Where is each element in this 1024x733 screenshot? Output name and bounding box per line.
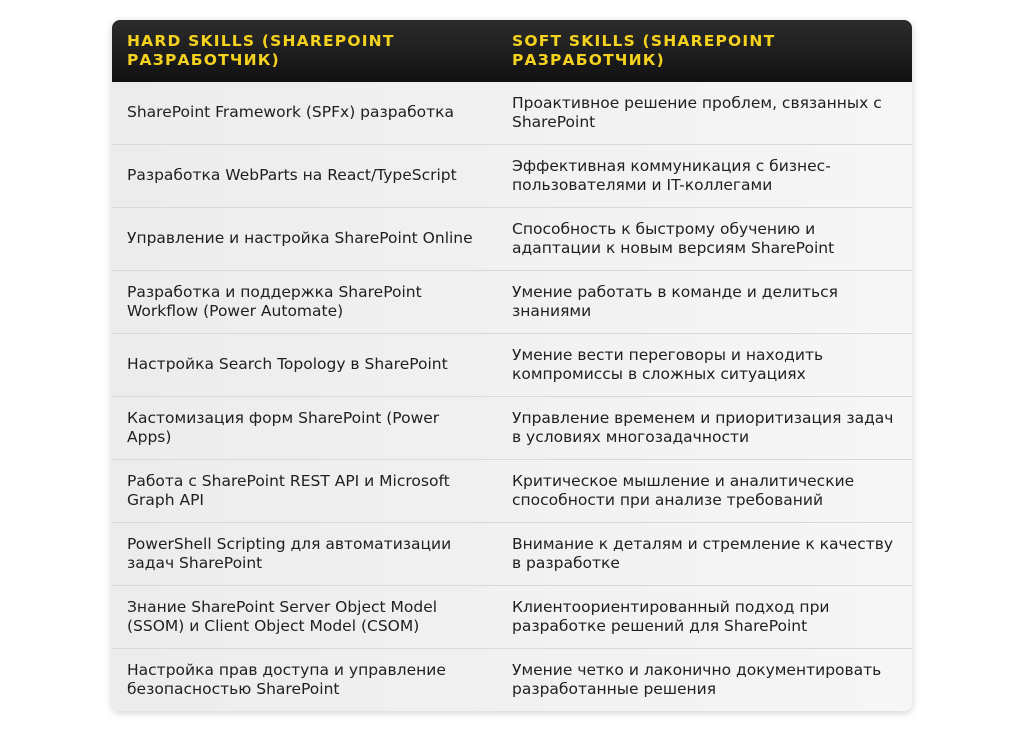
header-soft-skills: SOFT SKILLS (SHAREPOINT РАЗРАБОТЧИК) [497,20,912,82]
hard-skill-cell: Настройка прав доступа и управление безопасностью SharePoint [127,660,446,698]
soft-skill-cell: Внимание к деталям и стремление к качеству в разработке [497,523,912,586]
skills-table-container [112,20,912,711]
soft-skill-cell: Проактивное решение проблем, связанных с SharePoint [497,82,912,145]
table-header [112,20,912,82]
soft-skill-cell: Клиентоориентированный подход при разработке решений для SharePoint [497,586,912,649]
soft-skill-cell: Управление временем и приоритизация задач в условиях многозадачности [497,397,912,460]
soft-skill-cell: Умение работать в команде и делиться знаниями [497,271,912,334]
skills-table [112,20,912,711]
table-row [112,649,912,712]
table-row [112,208,912,271]
table-row [112,523,912,586]
soft-skill-cell: Умение четко и лаконично документировать разработанные решения [512,660,882,698]
soft-skill-cell: Критическое мышление и аналитические способности при анализе требований [497,460,912,523]
table-row [112,397,912,460]
hard-skill-cell: SharePoint Framework (SPFx) разработка [112,82,497,145]
soft-skill-cell: Эффективная коммуникация с бизнес-пользователями и IT-коллегами [497,145,912,208]
table-row [112,334,912,397]
hard-skill-cell: Управление и настройка SharePoint Online [112,208,497,271]
soft-skill-cell: Способность к быстрому обучению и адаптации к новым версиям SharePoint [497,208,912,271]
header-row [112,20,912,82]
hard-skill-cell: Работа с SharePoint REST API и Microsoft Graph API [112,460,497,523]
table-row [112,460,912,523]
hard-skill-cell: Разработка и поддержка SharePoint Workflow (Power Automate) [112,271,497,334]
hard-skill-cell: Знание SharePoint Server Object Model (SSOM) и Client Object Model (CSOM) [112,586,497,649]
soft-skill-cell: Умение вести переговоры и находить компромиссы в сложных ситуациях [497,334,912,397]
table-row [112,271,912,334]
hard-skill-cell: PowerShell Scripting для автоматизации задач SharePoint [112,523,497,586]
table-row [112,586,912,649]
hard-skill-cell: Разработка WebParts на React/TypeScript [112,145,497,208]
hard-skill-cell: Кастомизация форм SharePoint (Power Apps) [112,397,497,460]
table-row [112,82,912,145]
table-body [112,82,912,711]
header-hard-skills: HARD SKILLS (SHAREPOINT РАЗРАБОТЧИК) [112,20,497,82]
table-row [112,145,912,208]
hard-skill-cell: Настройка Search Topology в SharePoint [112,334,497,397]
